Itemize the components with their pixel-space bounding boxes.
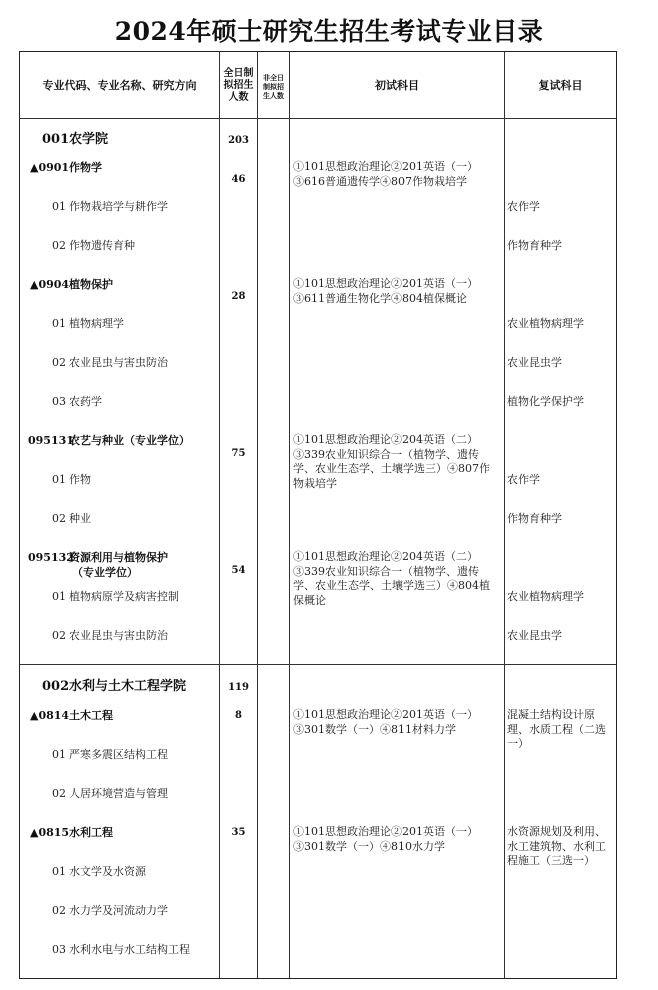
college-quota: 203 xyxy=(228,135,249,146)
major-name: 水利工程 xyxy=(69,826,113,839)
direction-name: 作物 xyxy=(69,473,91,486)
major-code: ▲0904 xyxy=(30,278,70,291)
header-divider xyxy=(20,118,616,119)
header-direction: 专业代码、专业名称、研究方向 xyxy=(42,79,197,92)
major-quota: 35 xyxy=(231,827,246,838)
header-prelim-exam: 初试科目 xyxy=(375,79,419,92)
retest-subject: 作物育种学 xyxy=(507,239,562,252)
direction-name: 种业 xyxy=(69,512,91,525)
major-quota: 28 xyxy=(231,291,246,302)
major-quota: 46 xyxy=(231,174,246,185)
retest-subject: 农业植物病理学 xyxy=(507,317,584,330)
direction-code: 01 xyxy=(52,317,66,330)
prelim-exam-subjects: ①101思想政治理论②201英语（一）③616普通遗传学④807作物栽培学 xyxy=(293,160,478,188)
direction-code: 02 xyxy=(52,239,66,252)
page-title: 2024年硕士研究生招生考试专业目录 xyxy=(114,17,544,46)
direction-code: 02 xyxy=(52,787,66,800)
major-code: ▲0901 xyxy=(30,161,70,174)
retest-subjects: 混凝土结构设计原理、水质工程（二选一） xyxy=(507,708,606,750)
direction-code: 01 xyxy=(52,590,66,603)
major-code: ▲0815 xyxy=(30,826,70,839)
retest-subject: 农作学 xyxy=(507,200,540,213)
major-code: ▲0814 xyxy=(30,709,70,722)
catalog-table xyxy=(19,51,617,979)
college-name: 农学院 xyxy=(69,132,109,147)
direction-name: 水利水电与水工结构工程 xyxy=(69,943,190,956)
column-divider xyxy=(289,52,290,978)
college-quota: 119 xyxy=(228,682,249,693)
direction-name: 水文学及水资源 xyxy=(69,865,146,878)
retest-subject: 作物育种学 xyxy=(507,512,562,525)
major-quota: 54 xyxy=(231,565,246,576)
retest-subject: 农作学 xyxy=(507,473,540,486)
direction-name: 农业昆虫与害虫防治 xyxy=(69,356,168,369)
prelim-exam-subjects: ①101思想政治理论②201英语（一）③301数学（一）④811材料力学 xyxy=(293,708,478,736)
major-code: 095131 xyxy=(28,434,74,447)
header-retest-exam: 复试科目 xyxy=(538,79,583,92)
retest-subjects: 水资源规划及利用、水工建筑物、水利工程施工（三选一） xyxy=(507,825,606,867)
major-name: 农艺与种业（专业学位） xyxy=(69,434,190,447)
direction-code: 02 xyxy=(52,904,66,917)
prelim-exam-subjects: ①101思想政治理论②201英语（一）③301数学（一）④810水力学 xyxy=(293,825,478,853)
column-divider xyxy=(504,52,505,978)
direction-code: 02 xyxy=(52,629,66,642)
direction-code: 01 xyxy=(52,200,66,213)
college-code: 002 xyxy=(42,679,70,694)
prelim-exam-subjects: ①101思想政治理论②201英语（一）③611普通生物化学④804植保概论 xyxy=(293,277,478,305)
direction-name: 农药学 xyxy=(69,395,102,408)
major-name: 作物学 xyxy=(69,161,102,174)
direction-name: 作物遗传育种 xyxy=(69,239,135,252)
retest-subject: 农业昆虫学 xyxy=(507,356,562,369)
prelim-exam-subjects: ①101思想政治理论②204英语（二）③339农业知识综合一（植物学、遗传学、农业生态学、土壤学选三）④804植保概论 xyxy=(293,550,490,607)
direction-name: 植物病理学 xyxy=(69,317,124,330)
header-parttime-quota: 非全日制拟招生人数 xyxy=(263,72,284,100)
major-name: 植物保护 xyxy=(69,278,113,291)
direction-code: 03 xyxy=(52,395,66,408)
major-code: 095132 xyxy=(28,551,74,564)
retest-subject: 农业昆虫学 xyxy=(507,629,562,642)
retest-subject: 农业植物病理学 xyxy=(507,590,584,603)
major-name: 土木工程 xyxy=(69,709,113,722)
direction-code: 01 xyxy=(52,865,66,878)
direction-name: 人居环境营造与管理 xyxy=(69,787,168,800)
direction-code: 02 xyxy=(52,512,66,525)
college-divider xyxy=(20,664,616,665)
college-code: 001 xyxy=(42,132,70,147)
direction-name: 作物栽培学与耕作学 xyxy=(69,200,168,213)
major-name-suffix: （专业学位） xyxy=(72,566,138,579)
college-name: 水利与土木工程学院 xyxy=(69,679,187,694)
major-name: 资源利用与植物保护 xyxy=(69,551,168,564)
column-divider xyxy=(257,52,258,978)
major-quota: 75 xyxy=(231,448,246,459)
retest-subject: 植物化学保护学 xyxy=(507,395,584,408)
direction-name: 严寒多震区结构工程 xyxy=(69,748,168,761)
direction-name: 农业昆虫与害虫防治 xyxy=(69,629,168,642)
header-fulltime-quota: 全日制拟招生人数 xyxy=(223,68,254,103)
direction-code: 03 xyxy=(52,943,66,956)
direction-name: 植物病原学及病害控制 xyxy=(69,590,179,603)
direction-code: 02 xyxy=(52,356,66,369)
direction-code: 01 xyxy=(52,473,66,486)
major-quota: 8 xyxy=(235,710,242,721)
direction-code: 01 xyxy=(52,748,66,761)
direction-name: 水力学及河流动力学 xyxy=(69,904,168,917)
prelim-exam-subjects: ①101思想政治理论②204英语（二）③339农业知识综合一（植物学、遗传学、农业生态学、土壤学选三）④807作物栽培学 xyxy=(293,433,490,490)
